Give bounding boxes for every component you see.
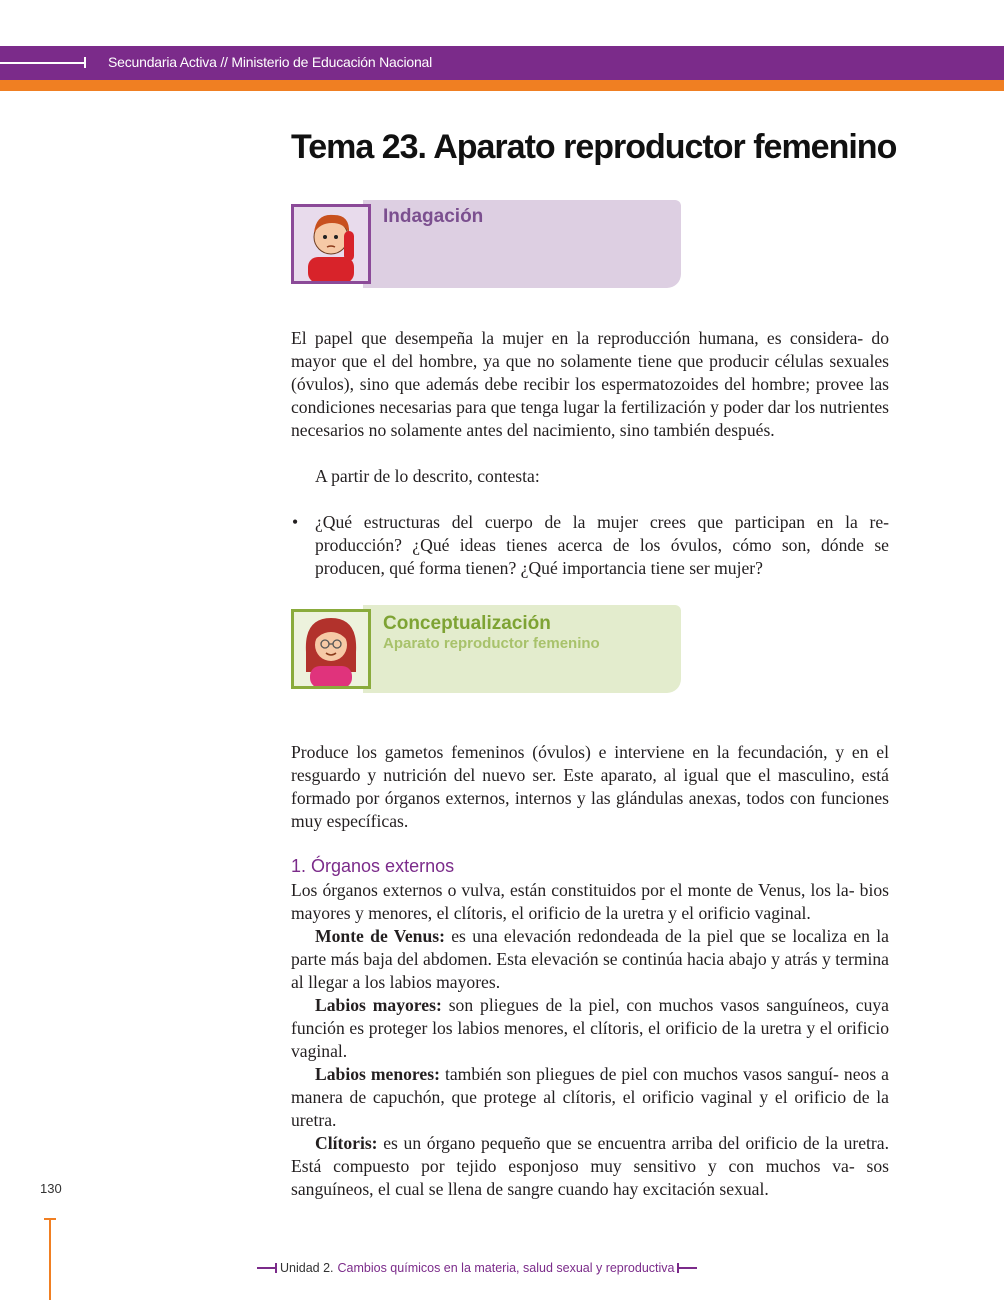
definition-labios-menores <box>291 1063 889 1132</box>
indagacion-prompt: A partir de lo descrito, contesta: <box>315 466 540 486</box>
indagacion-box <box>291 198 683 292</box>
conceptualizacion-subtitle: Aparato reproductor femenino <box>383 635 600 652</box>
term-label: Labios mayores: <box>315 995 442 1015</box>
footer-unit-label: Unidad 2. <box>280 1261 334 1275</box>
side-rule <box>49 1220 51 1300</box>
header-accent-stripe <box>0 80 1004 91</box>
header-rule-tick <box>84 57 86 68</box>
definition-text: es un órgano pequeño que se encuentra arriba del orificio de la uretra. Está compuesto por tejido esponjoso muy sensitivo y con muchos va- sos sanguíneos, el cual se llena de sangre cuando hay excitación sexual. <box>291 1133 889 1199</box>
footer-rule-right <box>677 1267 697 1269</box>
page-number: 130 <box>40 1181 62 1196</box>
term-label: Labios menores: <box>315 1064 440 1084</box>
question-text: ¿Qué estructuras del cuerpo de la mujer crees que participan en la re- producción? ¿Qué ideas tienes acerca de los óvulos, cómo son, dónde se producen, qué forma tienen? ¿Qué importancia tiene ser mujer? <box>315 512 889 578</box>
footer <box>254 1261 700 1275</box>
header-rule <box>0 62 86 64</box>
girl-with-glasses-icon <box>291 609 371 689</box>
term-label: Monte de Venus: <box>315 926 445 946</box>
footer-unit-title: Cambios químicos en la materia, salud sexual y reproductiva <box>337 1261 675 1275</box>
definition-clitoris <box>291 1132 889 1201</box>
indagacion-question-list <box>291 511 889 580</box>
header-text: Secundaria Activa // Ministerio de Educación Nacional <box>108 54 433 70</box>
indagacion-paragraph: El papel que desempeña la mujer en la reproducción humana, es considera- do mayor que el del hombre, ya que no solamente tiene que producir células sexuales (óvulos), sino que además debe recibir los espermatozoides del hombre; provee las condiciones necesarias para que tenga lugar la fertilización y poder dar los nutrientes necesarios no solamente antes del nacimiento, sino también después. <box>291 328 889 440</box>
definition-text: es una elevación redondeada de la piel que se localiza en la parte más baja del abdomen. Esta elevación se continúa hacia abajo y atrás y termina al llegar a los labios mayores. <box>291 926 889 992</box>
definition-text: son pliegues de la piel, con muchos vasos sanguíneos, cuya función es proteger los labios menores, el clítoris, el orificio de la uretra y el orificio vaginal. <box>291 995 889 1061</box>
conceptualizacion-intro: Produce los gametos femeninos (óvulos) e interviene en la fecundación, y en el resguardo y nutrición del nuevo ser. Este aparato, al igual que el masculino, está formado por órganos externos, internos y las glándulas anexas, todos con funciones muy específicas. <box>291 742 889 831</box>
term-label: Clítoris: <box>315 1133 378 1153</box>
list-item <box>291 511 889 580</box>
conceptualizacion-title: Conceptualización <box>383 613 551 634</box>
thinking-boy-icon <box>291 204 371 284</box>
definition-labios-mayores <box>291 994 889 1063</box>
definition-monte-de-venus <box>291 925 889 994</box>
conceptualizacion-box <box>291 603 683 697</box>
definition-text: también son pliegues de piel con muchos vasos sanguí- neos a manera de capuchón, que protege al clítoris, el orificio vaginal y el orificio de la uretra. <box>291 1064 889 1130</box>
organos-externos-intro: Los órganos externos o vulva, están constituidos por el monte de Venus, los la- bios mayores y menores, el clítoris, el orificio de la uretra y el orificio vaginal. <box>291 880 889 923</box>
indagacion-title: Indagación <box>383 206 484 227</box>
section-heading-organos-externos: 1. Órganos externos <box>291 856 455 876</box>
footer-rule-left <box>257 1267 277 1269</box>
page-title: Tema 23. Aparato reproductor femenino <box>291 128 897 166</box>
bullet-icon: • <box>292 512 299 532</box>
